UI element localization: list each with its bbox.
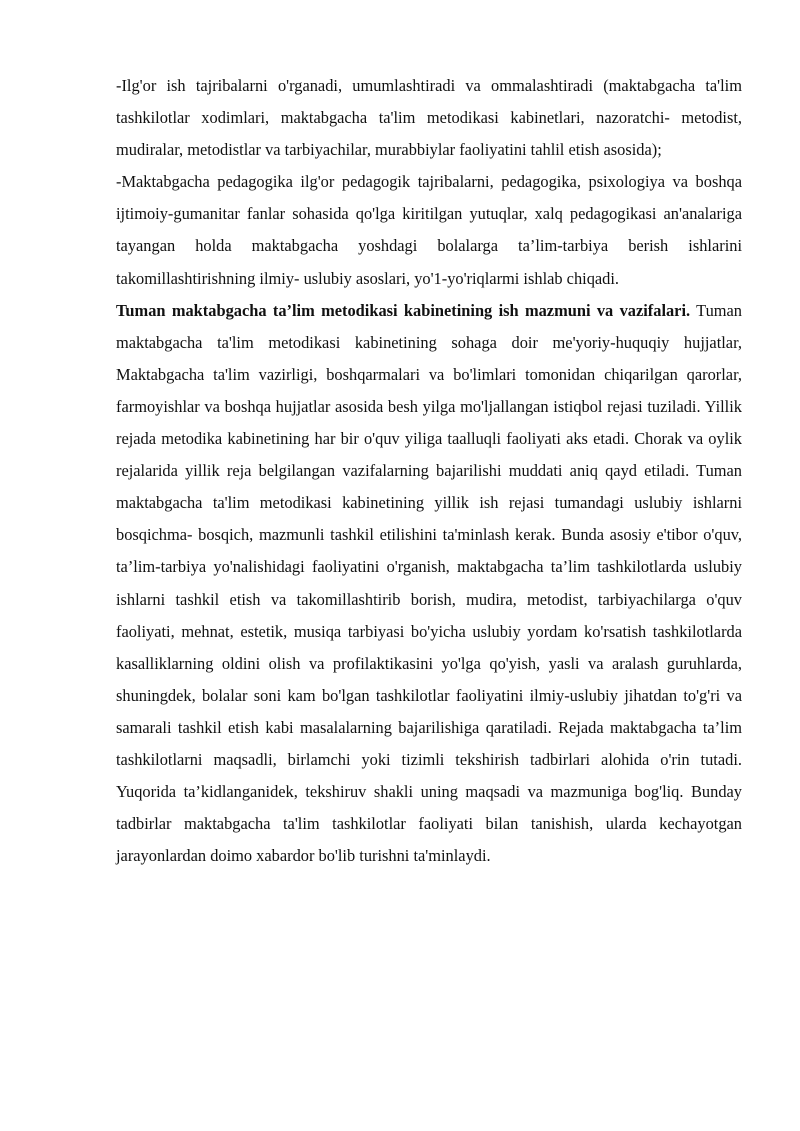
section-body-text: Tuman maktabgacha ta'lim metodikasi kabinetining sohaga doir me'yoriy-huquqiy hujjatlar, Maktabgacha ta'lim vazirligi, boshqarmalari va bo'limlari tomonidan chiqarilgan qarorlar, farmoyishlar va boshqa hujjatlar asosida besh yilga mo'ljallangan istiqbol rejasi tuziladi. Yillik rejada metodika kabinetining har bir o'quv yiliga taalluqli faoliyati aks etadi. Chorak va oylik rejalarida yillik reja belgilangan vazifalarning bajarilishi muddati aniq qayd etiladi. Tuman maktabgacha ta'lim metodikasi kabinetining yillik ish rejasi tumandagi uslubiy ishlarni bosqichma- bosqich, mazmunli tashkil etilishini ta'minlash kerak. Bunda asosiy e'tibor o'quv, ta’lim-tarbiya yo'nalishidagi faoliyatini o'rganish, maktabgacha ta’lim tashkilotlarda uslubiy ishlarni tashkil etish va takomillashtirib borish, mudira, metodist, tarbiyachilarga o'quv faoliyati, mehnat, estetik, musiqa tarbiyasi bo'yicha uslubiy yordam ko'rsatish tashkilotlarda kasalliklarning oldini olish va profilaktikasini yo'lga qo'yish, yasli va aralash guruhlarda, shuningdek, bolalar soni kam bo'lgan tashkilotlar faoliyatini ilmiy-uslubiy jihatdan to'g'ri va samarali tashkil etish kabi masalalarning bajarilishiga qaratiladi. Rejada maktabgacha ta’lim tashkilotlarni maqsadli, birlamchi yoki tizimli tekshirish tadbirlari alohida o'rin tutadi. Yuqorida ta’kidlanganidek, tekshiruv shakli uning maqsadi va mazmuniga bog'liq. Bunday tadbirlar maktabgacha ta'lim tashkilotlar faoliyati bilan tanishish, ularda kechayotgan jarayonlardan doimo xabardor bo'lib turishni ta'minlaydi. [116, 300, 743, 866]
section-heading: Tuman maktabgacha ta’lim metodikasi kabinetining ish mazmuni va vazifalari. [116, 300, 691, 320]
paragraph-second: -Maktabgacha pedagogika ilg'or pedagogik tajribalarni, pedagogika, psixologiya va boshqa ijtimoiy-gumanitar fanlar sohasida qo'lga kiritilgan yutuqlar, xalq pedagogikasi an'analariga tayangan holda maktabgacha yoshdagi bolalarga ta’lim-tarbiya berish ishlarini takomillashtirishning ilmiy- uslubiy asoslari, yo'1-yo'riqlarmi ishlab chiqadi. [116, 172, 742, 288]
document-page [116, 70, 742, 872]
paragraph-first: -Ilg'or ish tajribalarni o'rganadi, umumlashtiradi va ommalashtiradi (maktabgacha ta'lim tashkilotlar xodimlari, maktabgacha ta'lim metodikasi kabinetlari, nazoratchi- metodist, mudiralar, metodistlar va tarbiyachilar, murabbiylar faoliyatini tahlil etish asosida); [116, 76, 742, 160]
paragraph-section [116, 295, 742, 873]
